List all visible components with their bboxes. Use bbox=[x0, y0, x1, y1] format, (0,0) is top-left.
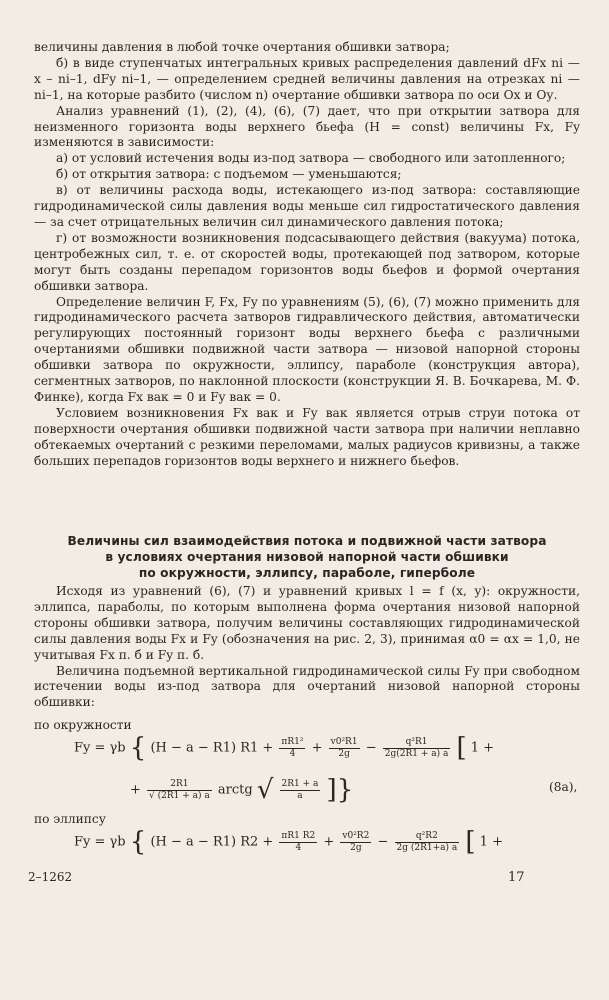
bracket-icon: [ bbox=[456, 733, 467, 763]
heading-line: по окружности, эллипсу, параболе, гиперболе bbox=[138, 566, 476, 580]
paragraph: Анализ уравнений (1), (2), (4), (6), (7) дает, что при открытии затвора для неизменного горизонта воды верхнего бьефа (H = const) величины Fx, Fy изменяются в зависимости: bbox=[34, 103, 580, 150]
formula-term: 1 + bbox=[470, 740, 495, 756]
fraction: $\frac{\text{q²R2}}{2g (2R1+a) a}$ bbox=[396, 830, 458, 853]
formula-term: 1 + bbox=[479, 834, 503, 850]
formula-lhs: Fy = γb bbox=[74, 834, 126, 850]
formula-term: arctg bbox=[217, 782, 253, 798]
heading-line: Величины сил взаимодействия потока и подвижной части затвора bbox=[67, 534, 547, 548]
fraction: $\frac{\text{v0²R2}}{2g}$ bbox=[342, 830, 370, 853]
bracket-close-icon: ]} bbox=[326, 775, 354, 805]
body-text-mid bbox=[34, 584, 580, 711]
signature-mark: 2–1262 bbox=[28, 870, 73, 884]
fraction: $\frac{\text{q²R1}}{2g(2R1 + a) a}$ bbox=[384, 736, 449, 759]
formula-circle: Fy = γb { (H − a − R1) R1 + $\frac{\text{πR1²}}{4}$ + $\frac{\text{v0²R1}}{2g}$ − $\frac{\text{q²R1}}{2g(2R1 + a) a}$ [ 1 + bbox=[74, 733, 495, 763]
list-item: б) от открытия затвора: с подъемом — уменьшаются; bbox=[56, 167, 402, 182]
fraction: $\frac{2R1 + a}{a}$ bbox=[281, 778, 319, 801]
formula-term: (H − a − R1) R2 + bbox=[150, 834, 274, 850]
list-item: а) от условий истечения воды из-под затвора — свободного или затопленного; bbox=[56, 151, 566, 166]
brace-icon: { bbox=[129, 827, 147, 857]
section-heading bbox=[34, 533, 580, 581]
paragraph: Величина подъемной вертикальной гидродинамической силы Fy при свободном истечении воды из-под затвора для очертаний низовой напорной стороны обшивки: bbox=[34, 663, 580, 710]
formula-term: (H − a − R1) R1 + bbox=[150, 740, 274, 756]
formula-ellipse: Fy = γb { (H − a − R1) R2 + $\frac{\pi R1 R2}{4}$ + $\frac{\text{v0²R2}}{2g}$ − $\frac{\text{q²R2}}{2g (2R1+a) a}$ [ 1 + bbox=[74, 827, 503, 857]
paragraph: Определение величин F, Fx, Fy по уравнениям (5), (6), (7) можно применить для гидродинамического расчета затворов гидравлического действия, автоматически регулирующих постоянный горизонт воды верхнего бьефа с различными очертаниями обшивки подвижной части затвора — низовой напорной стороны обшивки затвора по окружности, эллипсу, параболе (конструкция автора), сегментных затворов, по наклонной плоскости (конструкции Я. В. Бочкарева, М. Ф. Финке), когда Fx вак = 0 и Fy вак = 0. bbox=[34, 294, 580, 404]
fraction: $\frac{\text{πR1²}}{4}$ bbox=[281, 736, 304, 759]
paragraph: б) в виде ступенчатых интегральных кривых распределения давлений dFx ni — x – ni–1, dFy ni–1, — определением средней величины давления на отрезках ni — ni–1, на которые разбито (числом n) очертание обшивки затвора по оси Ох и Оу. bbox=[34, 55, 580, 102]
formula-label-circle: по окружности bbox=[34, 718, 132, 732]
body-text-top bbox=[34, 40, 580, 469]
fraction: $\frac{\pi R1 R2}{4}$ bbox=[281, 830, 316, 853]
paragraph: величины давления в любой точке очертания обшивки затвора; bbox=[34, 40, 450, 54]
brace-icon: { bbox=[129, 733, 147, 763]
fraction: $\frac{2R1}{√ (2R1 + a) a}$ bbox=[149, 778, 210, 801]
formula-lhs: Fy = γb bbox=[74, 740, 126, 756]
formula-circle-cont: + $\frac{2R1}{√ (2R1 + a) a}$ arctg √ $\frac{2R1 + a}{a}$ ]} bbox=[130, 775, 354, 805]
sqrt-icon: √ bbox=[256, 775, 274, 805]
equation-number: (8a), bbox=[549, 780, 578, 794]
list-item: в) от величины расхода воды, истекающего из-под затвора: составляющие гидродинамической силы давления воды меньше сил гидростатического давления — за счет отрицательных величин сил динамического давления потока; bbox=[34, 183, 580, 229]
paragraph: Исходя из уравнений (6), (7) и уравнений кривых l = f (x, y): окружности, эллипса, параболы, по которым выполнена форма очертания низовой напорной стороны обшивки затвора, получим величины составляющих гидродинамической силы давления воды Fx и Fy (обозначения на рис. 2, 3), принимая α0 = αx = 1,0, не учитывая Fx п. б и Fy п. б. bbox=[34, 584, 580, 662]
bracket-icon: [ bbox=[465, 827, 476, 857]
fraction: $\frac{\text{v0²R1}}{2g}$ bbox=[330, 736, 358, 759]
page-number: 17 bbox=[508, 870, 525, 885]
list-item: г) от возможности возникновения подсасывающего действия (вакуума) потока, центробежных сил, т. е. от скоростей воды, протекающей под затвором, которые могут быть созданы перепадом горизонтов воды бьефов и формой очертания обшивки затвора. bbox=[34, 230, 580, 293]
paragraph: Условием возникновения Fx вак и Fy вак является отрыв струи потока от поверхности очертания обшивки подвижной части затвора при наличии неплавно обтекаемых очертаний с резкими переломами, малых радиусов кривизны, а также больших перепадов горизонтов воды верхнего и нижнего бьефов. bbox=[34, 405, 580, 468]
heading-line: в условиях очертания низовой напорной части обшивки bbox=[105, 550, 509, 564]
formula-label-ellipse: по эллипсу bbox=[34, 812, 106, 826]
